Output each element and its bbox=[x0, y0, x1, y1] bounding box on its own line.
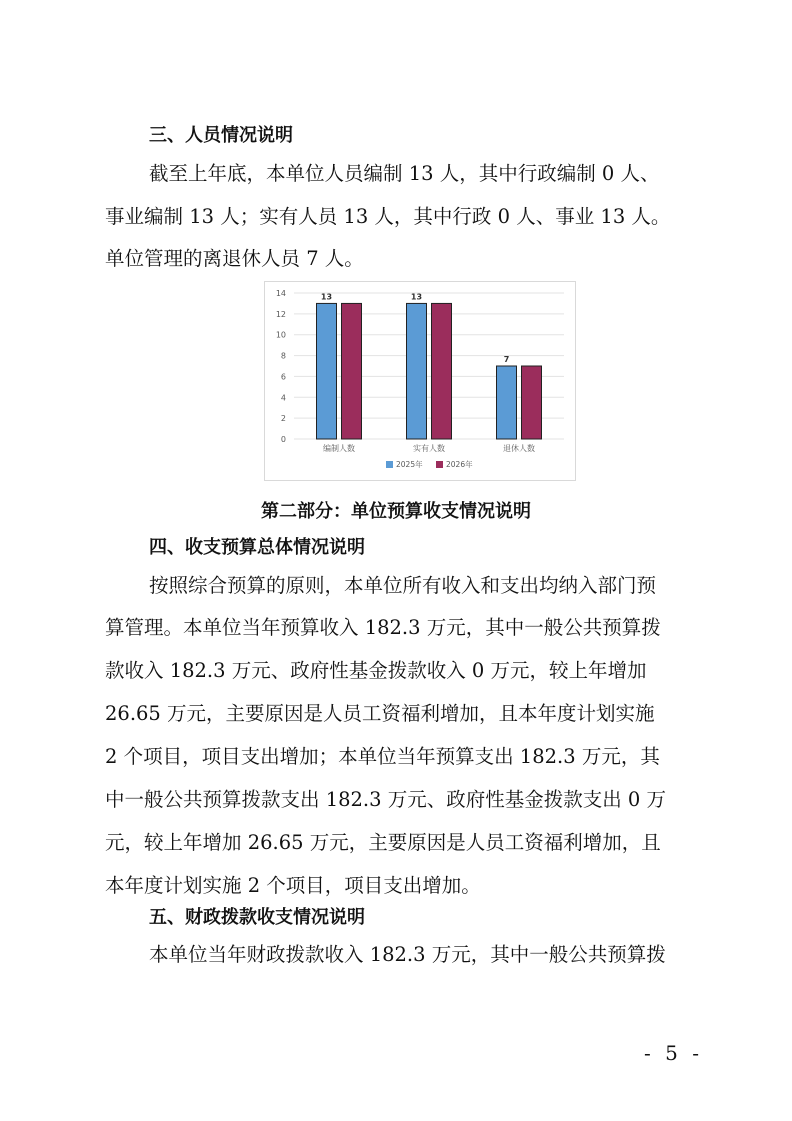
section-5-heading: 五、财政拨款收支情况说明 bbox=[149, 907, 365, 928]
paragraph-line: 2 个项目，项目支出增加；本单位当年预算支出 182.3 万元，其 bbox=[105, 745, 660, 768]
part-2-title: 第二部分：单位预算收支情况说明 bbox=[261, 501, 531, 522]
page-number: - 5 - bbox=[644, 1041, 703, 1065]
y-tick-label: 8 bbox=[280, 351, 286, 361]
paragraph-line: 本年度计划实施 2 个项目，项目支出增加。 bbox=[105, 874, 481, 897]
paragraph-line: 款收入 182.3 万元、政府性基金拨款收入 0 万元，较上年增加 bbox=[105, 659, 647, 682]
legend-label: 2026年 bbox=[446, 460, 473, 469]
x-tick-label: 实有人数 bbox=[413, 444, 445, 453]
y-tick-label: 4 bbox=[280, 393, 286, 403]
paragraph-line: 中一般公共预算拨款支出 182.3 万元、政府性基金拨款支出 0 万 bbox=[105, 788, 667, 811]
section-3-heading: 三、人员情况说明 bbox=[149, 125, 293, 146]
paragraph-line: 本单位当年财政拨款收入 182.3 万元，其中一般公共预算拨 bbox=[149, 943, 666, 966]
section-4-heading: 四、收支预算总体情况说明 bbox=[149, 537, 365, 558]
bar-2026年-实有人数 bbox=[432, 303, 452, 439]
paragraph-line: 截至上年底，本单位人员编制 13 人，其中行政编制 0 人、 bbox=[149, 162, 660, 185]
y-tick-label: 12 bbox=[275, 309, 286, 319]
y-tick-label: 6 bbox=[280, 372, 286, 382]
paragraph-line: 事业编制 13 人；实有人员 13 人，其中行政 0 人、事业 13 人。 bbox=[105, 205, 671, 228]
paragraph-line: 算管理。本单位当年预算收入 182.3 万元，其中一般公共预算拨 bbox=[105, 616, 661, 639]
legend-swatch-2025年 bbox=[386, 461, 393, 468]
bar-2025年-退休人数 bbox=[497, 366, 517, 439]
paragraph-line: 单位管理的离退休人员 7 人。 bbox=[105, 247, 364, 270]
paragraph-line: 元，较上年增加 26.65 万元，主要原因是人员工资福利增加，且 bbox=[105, 831, 661, 854]
y-tick-label: 0 bbox=[280, 435, 286, 444]
paragraph-line: 按照综合预算的原则，本单位所有收入和支出均纳入部门预 bbox=[149, 574, 657, 597]
bar-2025年-编制人数 bbox=[317, 303, 337, 439]
chart-svg bbox=[264, 281, 576, 481]
staff-bar-chart bbox=[264, 281, 576, 481]
data-label: 13 bbox=[320, 292, 333, 302]
data-label: 7 bbox=[503, 355, 510, 364]
paragraph-line: 26.65 万元，主要原因是人员工资福利增加，且本年度计划实施 bbox=[105, 702, 655, 725]
bar-2026年-编制人数 bbox=[342, 303, 362, 439]
y-tick-label: 14 bbox=[275, 289, 286, 298]
bar-2025年-实有人数 bbox=[407, 303, 427, 439]
legend-swatch-2026年 bbox=[436, 461, 443, 468]
data-label: 13 bbox=[410, 292, 423, 302]
x-tick-label: 退休人数 bbox=[503, 444, 535, 453]
y-tick-label: 2 bbox=[280, 414, 286, 424]
bar-2026年-退休人数 bbox=[522, 366, 542, 439]
legend-label: 2025年 bbox=[396, 460, 423, 469]
x-tick-label: 编制人数 bbox=[323, 444, 355, 453]
y-tick-label: 10 bbox=[275, 330, 286, 340]
